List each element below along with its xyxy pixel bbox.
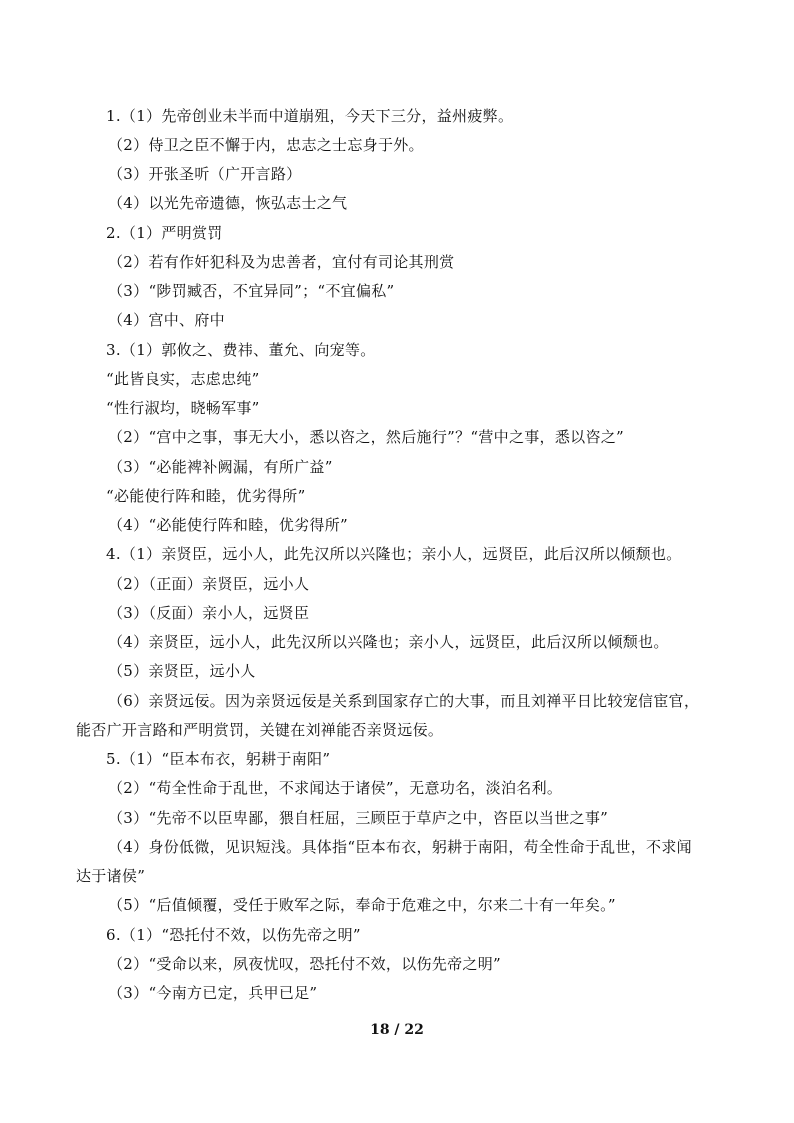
text-line: “性行淑均，晓畅军事” [106,399,260,417]
text-line: （2）“宫中之事，事无大小，悉以咨之，然后施行”？“营中之事，悉以咨之” [108,428,625,446]
text-line: （2）若有作奸犯科及为忠善者，宜付有司论其刑赏 [108,253,455,271]
text-line: （5）亲贤臣，远小人 [108,662,256,680]
text-line: “必能使行阵和睦，优劣得所” [106,487,306,505]
text-line: 4.（1）亲贤臣，远小人，此先汉所以兴隆也；亲小人，远贤臣，此后汉所以倾颓也。 [106,545,682,563]
text-line: （3）“今南方已定，兵甲已足” [108,984,318,1002]
text-line: 2.（1）严明赏罚 [106,224,223,242]
text-line: （2）“受命以来，夙夜忧叹，恐托付不效，以伤先帝之明” [108,955,501,973]
text-line: （4）亲贤臣，远小人，此先汉所以兴隆也；亲小人，远贤臣，此后汉所以倾颓也。 [108,633,669,651]
text-line: （2）（正面）亲贤臣，远小人 [108,575,310,593]
text-line: （2）侍卫之臣不懈于内，忠志之士忘身于外。 [108,136,424,154]
text-line: 6.（1）“恐托付不效，以伤先帝之明” [106,926,361,944]
text-line: 5.（1）“臣本布衣，躬耕于南阳” [106,750,331,768]
text-line: “此皆良实，志虑忠纯” [106,370,260,388]
text-line: （4）宫中、府中 [108,311,225,329]
text-line: （3）“陟罚臧否，不宜异同”；“不宜偏私” [108,282,395,300]
text-line: （6）亲贤远佞。因为亲贤远佞是关系到国家存亡的大事，而且刘禅平日比较宠信宦官， [108,692,700,710]
page-number: 18 / 22 [370,1022,424,1038]
text-line: （2）“苟全性命于乱世，不求闻达于诸侯”，无意功名，淡泊名利。 [108,779,563,797]
text-line: （4）身份低微，见识短浅。具体指“臣本布衣，躬耕于南阳，苟全性命于乱世，不求闻 [108,838,692,856]
text-line: 能否广开言路和严明赏罚，关键在刘禅能否亲贤远佞。 [76,721,444,739]
text-line: （3）“必能裨补阙漏，有所广益” [108,458,333,476]
text-line: （3）“先帝不以臣卑鄙，猥自枉屈，三顾臣于草庐之中，咨臣以当世之事” [108,809,609,827]
text-line: （5）“后值倾覆，受任于败军之际，奉命于危难之中，尔来二十有一年矣。” [108,896,616,914]
text-line: 1.（1）先帝创业未半而中道崩殂，今天下三分，益州疲弊。 [106,107,514,125]
text-line: （4）“必能使行阵和睦，优劣得所” [108,516,348,534]
text-line: （4）以光先帝遗德，恢弘志士之气 [108,194,348,212]
text-line: （3）（反面）亲小人，远贤臣 [108,604,310,622]
text-line: 达于诸侯” [76,867,146,885]
text-line: （3）开张圣听（广开言路） [108,165,302,183]
text-line: 3.（1）郭攸之、费祎、董允、向宠等。 [106,341,376,359]
